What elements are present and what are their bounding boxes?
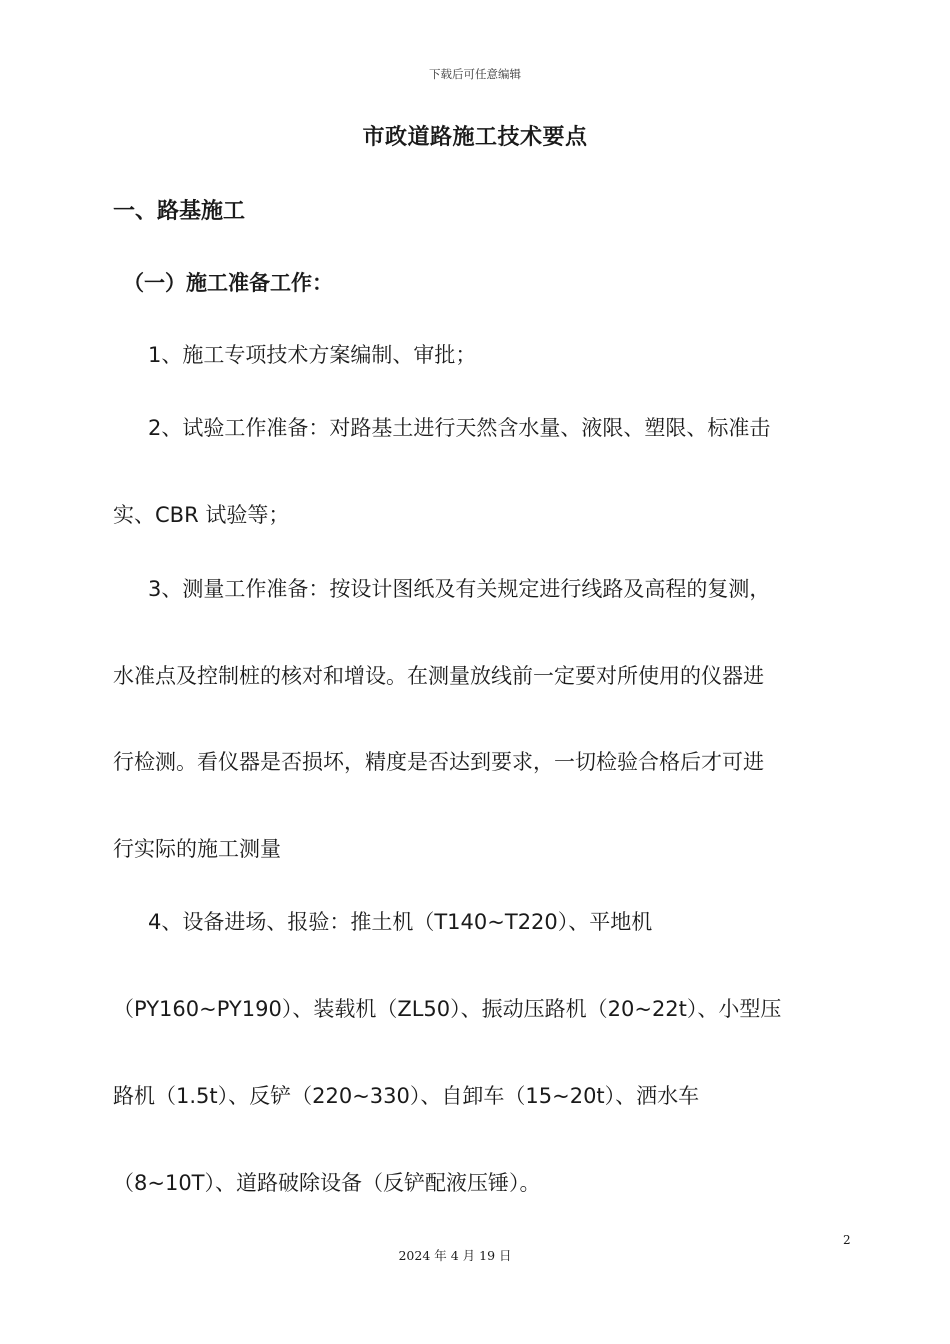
paragraph-line: 1、施工专项技术方案编制、审批； (148, 343, 477, 367)
paragraph-line: 2、试验工作准备：对路基土进行天然含水量、液限、塑限、标准击 (148, 416, 771, 440)
paragraph-line: （PY160~PY190）、装载机（ZL50）、振动压路机（20~22t）、小型压 (113, 997, 782, 1021)
paragraph-line: 4、设备进场、报验：推土机（T140~T220）、平地机 (148, 910, 653, 934)
paragraph-line: 路机（1.5t）、反铲（220~330）、自卸车（15~20t）、洒水车 (113, 1084, 700, 1108)
page-number: 2 (843, 1233, 851, 1247)
paragraph-line: 水准点及控制桩的核对和增设。在测量放线前一定要对所使用的仪器进 (113, 664, 764, 688)
paragraph-line: 实、CBR 试验等； (113, 503, 290, 527)
subsection-heading: （一）施工准备工作： (123, 271, 333, 295)
paragraph-line: （8~10T）、道路破除设备（反铲配液压锤）。 (113, 1171, 541, 1195)
paragraph-line: 3、测量工作准备：按设计图纸及有关规定进行线路及高程的复测， (148, 577, 771, 601)
paragraph-line: 行检测。看仪器是否损坏，精度是否达到要求，一切检验合格后才可进 (113, 750, 764, 774)
section-heading: 一、路基施工 (113, 199, 246, 224)
document-title: 市政道路施工技术要点 (362, 125, 588, 150)
paragraph-line: 行实际的施工测量 (113, 837, 281, 861)
footer-date: 2024 年 4 月 19 日 (398, 1248, 512, 1263)
header-note: 下载后可任意编辑 (429, 67, 521, 81)
